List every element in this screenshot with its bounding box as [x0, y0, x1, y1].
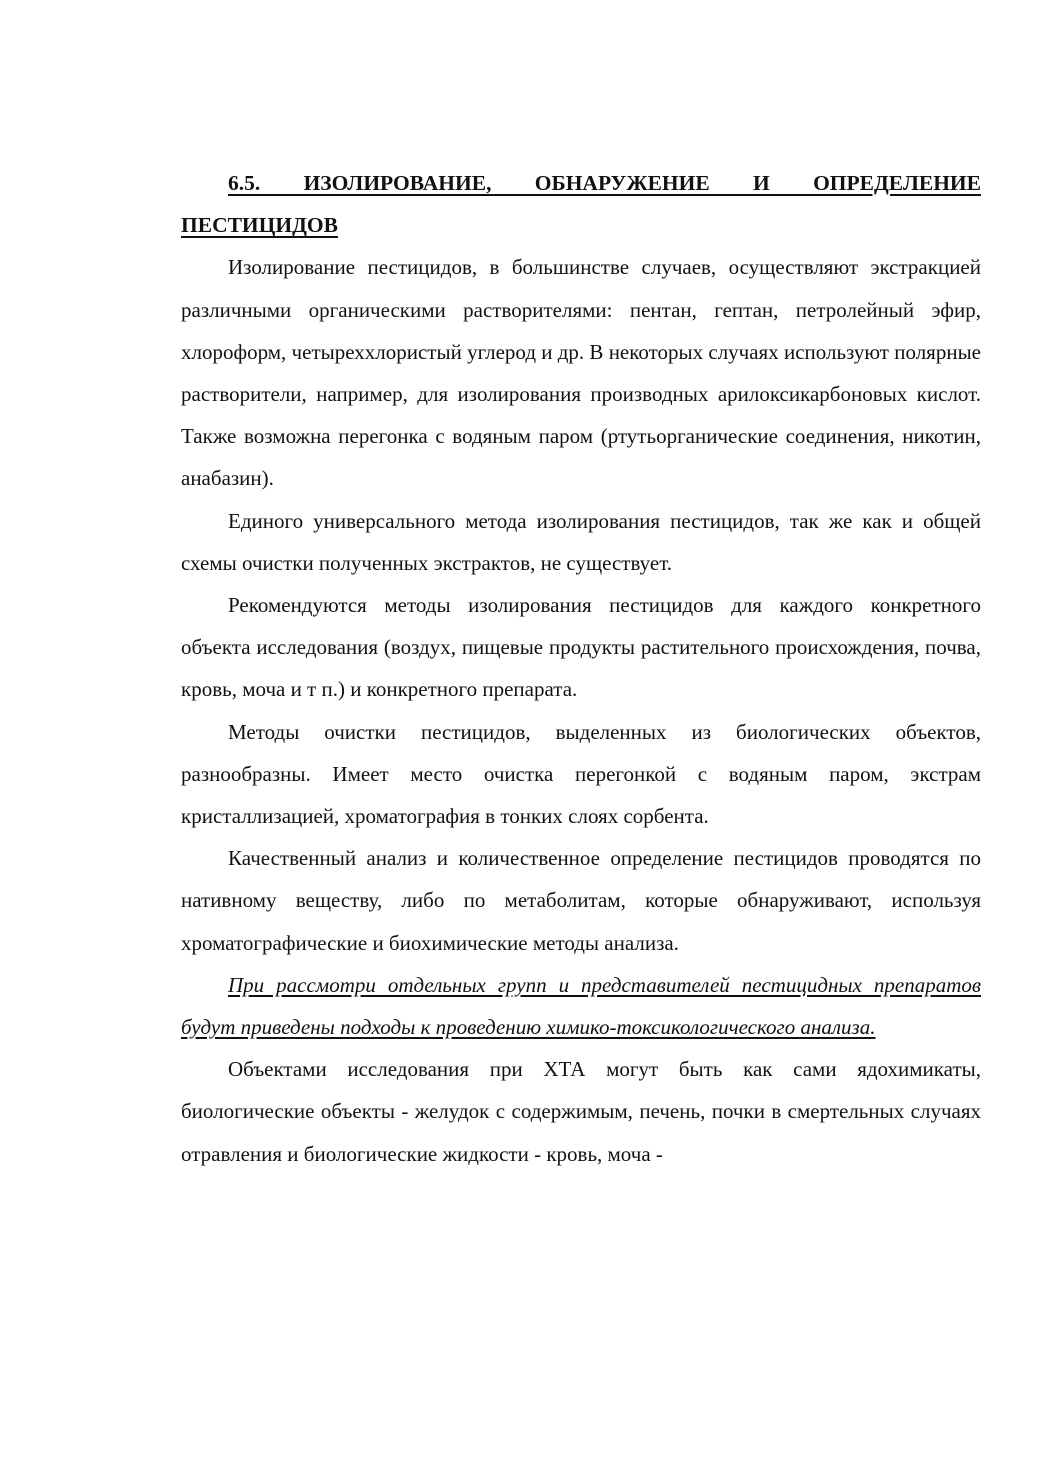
note-text: При рассмотри отдельных групп и представителей пестицидных препаратов будут приведены подходы к проведению химико-токсикологического анализа.	[181, 972, 981, 1040]
paragraph-note	[181, 964, 981, 1048]
paragraph-analysis: Качественный анализ и количественное определение пестицидов проводятся по нативному веществу, либо по метаболитам, которые обнаруживают, используя хроматографические и биохимические методы анализа.	[181, 846, 981, 955]
document-page	[181, 162, 981, 1175]
section-heading: 6.5. ИЗОЛИРОВАНИЕ, ОБНАРУЖЕНИЕ И ОПРЕДЕЛЕНИЕ ПЕСТИЦИДОВ	[181, 171, 981, 238]
paragraph-isolation: Изолирование пестицидов, в большинстве случаев, осуществляют экстракцией различными органическими растворителями: пентан, гептан, петролейный эфир, хлороформ, четыреххлористый углерод и др. В некоторых случаях используют полярные растворители, например, для изолирования производных арилоксикарбоновых кислот. Также возможна перегонка с водяным паром (ртутьорганические соединения, никотин, анабазин).	[181, 255, 981, 491]
paragraph-no-universal-method: Единого универсального метода изолирования пестицидов, так же как и общей схемы очистки полученных экстрактов, не существует.	[181, 508, 981, 575]
paragraph-recommended-methods: Рекомендуются методы изолирования пестицидов для каждого конкретного объекта исследования (воздух, пищевые продукты растительного происхождения, почва, кровь, моча и т п.) и конкретного препарата.	[181, 593, 981, 702]
paragraph-objects: Объектами исследования при ХТА могут быть как сами ядохимикаты, биологические объекты - желудок с содержимым, печень, почки в смертельных случаях отравления и биологические жидкости - кровь, моча -	[181, 1057, 981, 1166]
paragraph-cleanup-methods: Методы очистки пестицидов, выделенных из биологических объектов, разнообразны. Имеет место очистка перегонкой с водяным паром, экстрам кристаллизацией, хроматография в тонких слоях сорбента.	[181, 719, 981, 829]
